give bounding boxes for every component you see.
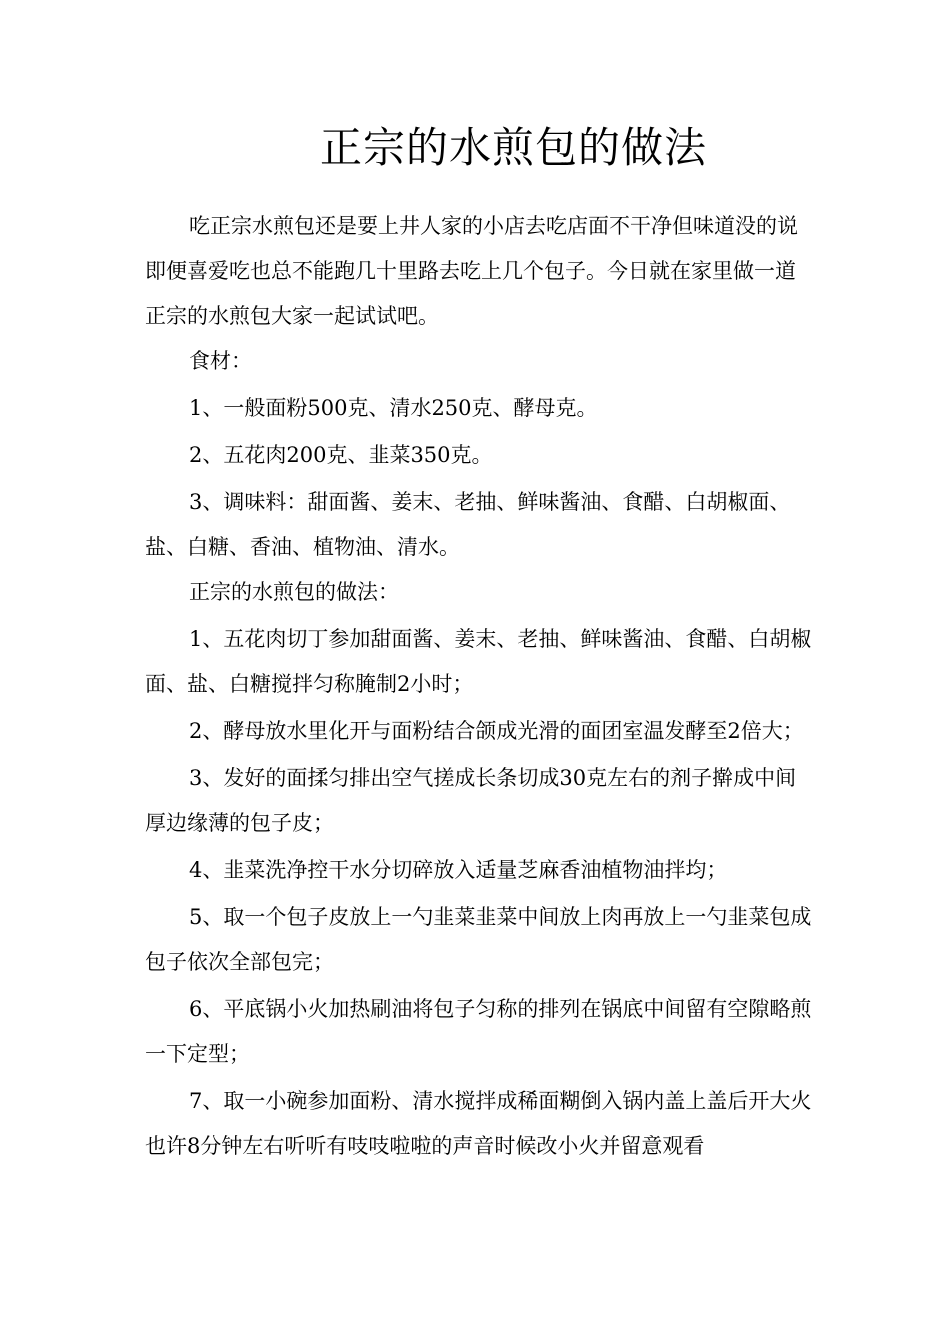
method-step-6: 6、平底锅小火加热刷油将包子匀称的排列在锅底中间留有空隙略煎一下定型； bbox=[145, 997, 812, 1066]
method-step-1: 1、五花肉切丁参加甜面酱、姜末、老抽、鲜味酱油、食醋、白胡椒面、盐、白糖搅拌匀称腌制2小时； bbox=[145, 627, 812, 696]
document-title: 正宗的水煎包的做法 bbox=[320, 123, 708, 172]
document-body bbox=[145, 204, 813, 1169]
method-step-4: 4、韭菜洗净控干水分切碎放入适量芝麻香油植物油拌均； bbox=[189, 858, 728, 882]
ingredients-heading: 食材： bbox=[189, 349, 252, 373]
method-heading: 正宗的水煎包的做法： bbox=[189, 580, 399, 604]
ingredient-item-2: 2、五花肉200克、韭菜350克。 bbox=[189, 443, 493, 467]
ingredient-item-3: 3、调味料：甜面酱、姜末、老抽、鲜味酱油、食醋、白胡椒面、盐、白糖、香油、植物油、清水。 bbox=[145, 490, 791, 559]
method-step-3: 3、发好的面揉匀排出空气搓成长条切成30克左右的剂子擀成中间厚边缘薄的包子皮； bbox=[145, 766, 797, 835]
intro-paragraph: 吃正宗水煎包还是要上井人家的小店去吃店面不干净但味道没的说即便喜爱吃也总不能跑几十里路去吃上几个包子。今日就在家里做一道正宗的水煎包大家一起试试吧。 bbox=[145, 214, 798, 328]
method-step-5: 5、取一个包子皮放上一勺韭菜韭菜中间放上肉再放上一勺韭菜包成包子依次全部包完； bbox=[145, 905, 812, 974]
ingredient-item-1: 1、一般面粉500克、清水250克、酵母克。 bbox=[189, 396, 598, 420]
method-step-7: 7、取一小碗参加面粉、清水搅拌成稀面糊倒入锅内盖上盖后开大火也许8分钟左右听听有吱吱啦啦的声音时候改小火并留意观看 bbox=[145, 1089, 812, 1158]
method-step-2: 2、酵母放水里化开与面粉结合颌成光滑的面团室温发酵至2倍大； bbox=[189, 719, 804, 743]
